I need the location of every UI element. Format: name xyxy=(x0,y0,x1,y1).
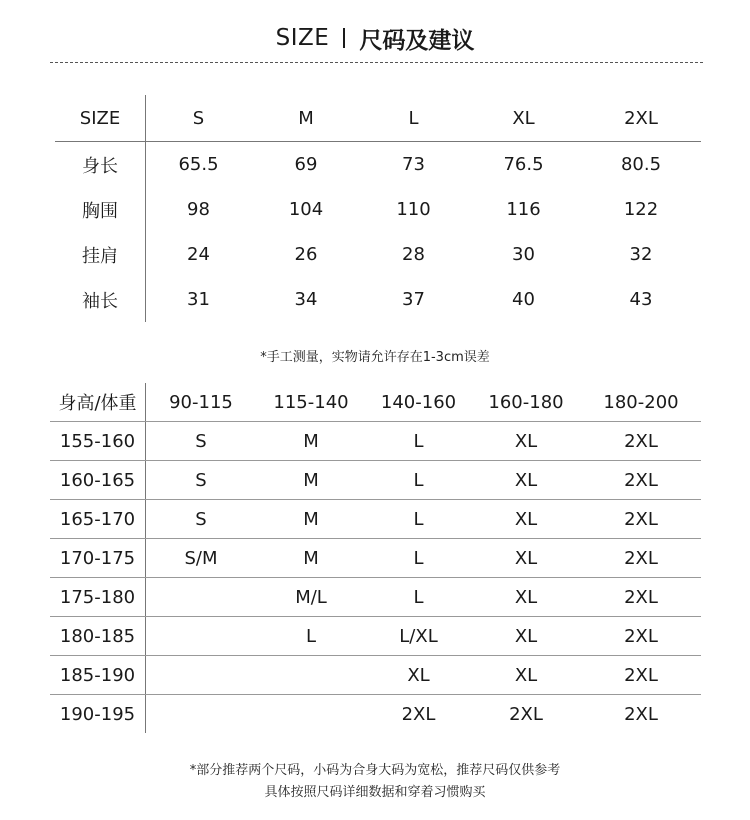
table-cell: 2XL xyxy=(581,461,701,500)
recommendation-row xyxy=(50,500,701,539)
column-header: 160-180 xyxy=(471,383,581,422)
table-cell: 43 xyxy=(629,289,653,310)
measurement-row xyxy=(55,232,701,277)
row-label: 170-175 xyxy=(50,539,146,578)
column-header: L xyxy=(361,95,466,142)
table-cell: 69 xyxy=(294,154,318,175)
table-cell: 30 xyxy=(512,244,535,265)
column-header: 115-140 xyxy=(256,383,366,422)
column-header: 140-160 xyxy=(366,383,471,422)
recommendation-row xyxy=(50,422,701,461)
table-cell xyxy=(256,695,366,734)
row-label: 挂肩 xyxy=(55,232,146,277)
measurement-row xyxy=(55,187,701,232)
table-cell xyxy=(146,656,257,695)
table-cell: 2XL xyxy=(581,539,701,578)
table-cell: M xyxy=(256,500,366,539)
table-cell: L xyxy=(256,617,366,656)
table-cell: 2XL xyxy=(581,578,701,617)
row-label: 胸围 xyxy=(55,187,146,232)
table-cell: 40 xyxy=(512,289,535,310)
title-chinese: 尺码及建议 xyxy=(359,27,475,54)
measurement-row xyxy=(55,142,701,188)
table-cell xyxy=(146,578,257,617)
table-cell: XL xyxy=(366,656,471,695)
recommendation-header-row xyxy=(50,383,701,422)
row-label: 175-180 xyxy=(50,578,146,617)
row-label: 180-185 xyxy=(50,617,146,656)
column-header: 90-115 xyxy=(146,383,257,422)
recommendation-row xyxy=(50,578,701,617)
column-header: 身高/体重 xyxy=(50,383,146,422)
column-header: S xyxy=(146,95,252,142)
table-cell: L xyxy=(366,461,471,500)
recommendation-row xyxy=(50,539,701,578)
table-cell: 2XL xyxy=(509,703,543,725)
row-label: 袖长 xyxy=(55,277,146,322)
table-cell: 65.5 xyxy=(178,154,219,175)
table-cell: M xyxy=(256,461,366,500)
table-cell: XL xyxy=(471,578,581,617)
table-cell: XL xyxy=(471,500,581,539)
recommendation-note-line-1: *部分推荐两个尺码，小码为合身大码为宽松，推荐尺码仅供参考 xyxy=(189,763,561,778)
measurement-row xyxy=(55,277,701,322)
table-cell: 2XL xyxy=(581,500,701,539)
table-cell: 76.5 xyxy=(503,154,544,175)
row-label: 185-190 xyxy=(50,656,146,695)
table-cell: 32 xyxy=(629,244,653,265)
column-header: 180-200 xyxy=(581,383,701,422)
measurement-note: *手工测量，实物请允许存在1-3cm误差 xyxy=(260,350,490,365)
table-cell: 80.5 xyxy=(620,154,662,175)
recommendation-note xyxy=(0,760,750,804)
table-cell: L xyxy=(366,500,471,539)
table-cell: L/XL xyxy=(366,617,471,656)
table-cell: 104 xyxy=(288,199,324,220)
table-cell: 2XL xyxy=(624,703,658,725)
table-cell: M/L xyxy=(256,578,366,617)
title-separator xyxy=(343,28,345,48)
table-cell: L xyxy=(366,578,471,617)
table-cell: XL xyxy=(471,422,581,461)
table-cell: 28 xyxy=(402,244,425,265)
table-cell: 2XL xyxy=(581,617,701,656)
table-cell: 110 xyxy=(396,199,431,220)
table-cell: XL xyxy=(471,539,581,578)
table-cell: 73 xyxy=(402,154,425,175)
table-cell: 116 xyxy=(506,199,541,220)
table-cell: 24 xyxy=(187,244,210,265)
size-measurement-table xyxy=(55,95,701,322)
table-cell: 34 xyxy=(294,289,318,310)
column-header: 2XL xyxy=(581,95,701,142)
table-cell: L xyxy=(366,422,471,461)
title-english: SIZE xyxy=(275,25,330,51)
table-cell: 2XL xyxy=(581,656,701,695)
row-label: 160-165 xyxy=(50,461,146,500)
size-recommendation-table xyxy=(50,383,701,733)
table-cell: S/M xyxy=(146,539,257,578)
table-cell: 98 xyxy=(187,199,210,220)
page-title xyxy=(0,20,750,56)
table-cell: S xyxy=(146,422,257,461)
table-cell: 2XL xyxy=(401,703,436,725)
dotted-divider xyxy=(50,62,703,63)
table-cell: 2XL xyxy=(581,422,701,461)
table-cell: S xyxy=(146,461,257,500)
table-cell: 37 xyxy=(402,289,425,310)
table-cell: 122 xyxy=(623,199,659,220)
table-cell xyxy=(256,656,366,695)
row-label: 身长 xyxy=(55,142,146,188)
row-label: 155-160 xyxy=(50,422,146,461)
table-cell xyxy=(146,695,257,734)
table-cell: 31 xyxy=(187,289,210,310)
recommendation-row xyxy=(50,695,701,734)
table-cell: S xyxy=(146,500,257,539)
recommendation-row xyxy=(50,656,701,695)
measurement-header-row xyxy=(55,95,701,142)
table-cell: M xyxy=(256,539,366,578)
recommendation-row xyxy=(50,617,701,656)
table-cell: M xyxy=(256,422,366,461)
table-cell: XL xyxy=(471,461,581,500)
table-cell: L xyxy=(366,539,471,578)
table-cell: XL xyxy=(471,617,581,656)
column-header: M xyxy=(251,95,361,142)
row-label: 165-170 xyxy=(50,500,146,539)
column-header: XL xyxy=(466,95,581,142)
row-label: 190-195 xyxy=(50,695,146,734)
recommendation-note-line-2: 具体按照尺码详细数据和穿着习惯购买 xyxy=(264,785,486,800)
column-header: SIZE xyxy=(55,95,146,142)
table-cell: 26 xyxy=(294,244,318,265)
recommendation-row xyxy=(50,461,701,500)
table-cell: XL xyxy=(471,656,581,695)
table-cell xyxy=(146,617,257,656)
